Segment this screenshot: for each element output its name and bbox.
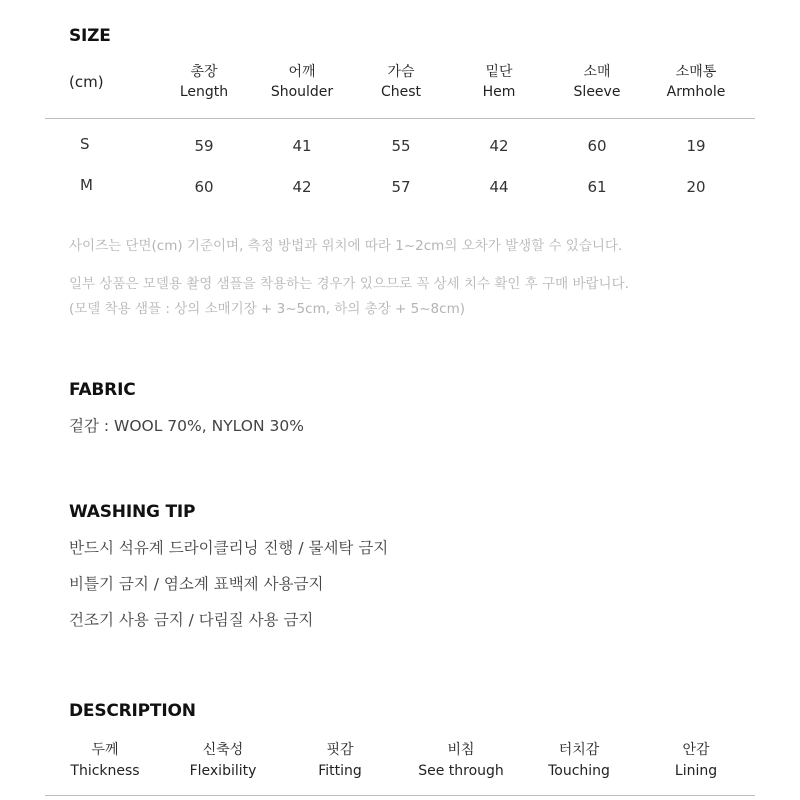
size-cell: 20	[686, 178, 706, 196]
desc-col-ko: 터치감	[558, 742, 600, 758]
desc-col-see-through	[401, 740, 521, 782]
desc-col-en: Touching	[548, 763, 610, 779]
desc-col-fitting	[280, 740, 400, 782]
desc-col-ko: 핏감	[326, 742, 354, 758]
fabric-text: 겉감 : WOOL 70%, NYLON 30%	[69, 417, 304, 435]
size-col-en: Chest	[380, 84, 422, 100]
size-note: 사이즈는 단면(cm) 기준이며, 측정 방법과 위치에 따라 1~2cm의 오차가 발생할 수 있습니다.	[69, 238, 623, 254]
desc-col-en: See through	[418, 763, 504, 779]
washing-line: 비틀기 금지 / 염소계 표백제 사용금지	[69, 575, 324, 593]
size-row-label: M	[80, 176, 93, 194]
size-col-en: Shoulder	[270, 84, 334, 100]
desc-col-en: Thickness	[70, 763, 140, 779]
size-cell: 61	[587, 178, 607, 196]
size-cell: 60	[194, 178, 214, 196]
size-cell: 19	[686, 137, 706, 155]
size-row-label: S	[80, 135, 90, 153]
size-cell: 57	[391, 178, 411, 196]
desc-col-en: Fitting	[318, 763, 362, 779]
size-cell: 42	[292, 178, 312, 196]
size-col-ko: 소매통	[675, 64, 717, 80]
size-col-ko: 가슴	[387, 64, 415, 80]
size-col-ko: 총장	[190, 64, 218, 80]
size-unit: (cm)	[69, 73, 104, 91]
washing-title: WASHING TIP	[69, 502, 196, 522]
size-col-ko: 어깨	[288, 64, 316, 80]
washing-line: 건조기 사용 금지 / 다림질 사용 금지	[69, 611, 314, 629]
desc-col-flexibility	[163, 740, 283, 782]
size-col-en: Hem	[482, 84, 516, 100]
washing-line: 반드시 석유계 드라이클리닝 진행 / 물세탁 금지	[69, 539, 389, 557]
desc-col-ko: 비침	[447, 742, 475, 758]
desc-col-ko: 신축성	[202, 742, 244, 758]
desc-col-en: Flexibility	[189, 763, 257, 779]
size-col-en: Armhole	[666, 84, 726, 100]
size-cell: 44	[489, 178, 509, 196]
desc-col-ko: 안감	[682, 742, 710, 758]
fabric-title: FABRIC	[69, 380, 136, 400]
size-cell: 42	[489, 137, 509, 155]
size-col-ko: 소매	[583, 64, 611, 80]
desc-col-touching	[519, 740, 639, 782]
size-col-en: Length	[179, 84, 229, 100]
size-cell: 41	[292, 137, 312, 155]
size-cell: 55	[391, 137, 411, 155]
size-cell: 60	[587, 137, 607, 155]
desc-col-en: Lining	[674, 763, 718, 779]
size-col-ko: 밑단	[485, 64, 513, 80]
size-cell: 59	[194, 137, 214, 155]
size-table-divider	[45, 118, 755, 119]
size-note: (모델 착용 샘플 : 상의 소매기장 + 3~5cm, 하의 총장 + 5~8cm)	[69, 301, 465, 317]
desc-col-ko: 두께	[91, 742, 119, 758]
size-title: SIZE	[69, 26, 111, 46]
size-note: 일부 상품은 모델용 촬영 샘플을 착용하는 경우가 있으므로 꼭 상세 치수 확인 후 구매 바랍니다.	[69, 276, 629, 292]
size-col-en: Sleeve	[573, 84, 621, 100]
desc-col-thickness	[45, 740, 165, 782]
size-col-armhole	[636, 62, 756, 102]
description-divider	[45, 795, 755, 796]
desc-col-lining	[636, 740, 756, 782]
description-title: DESCRIPTION	[69, 701, 196, 721]
